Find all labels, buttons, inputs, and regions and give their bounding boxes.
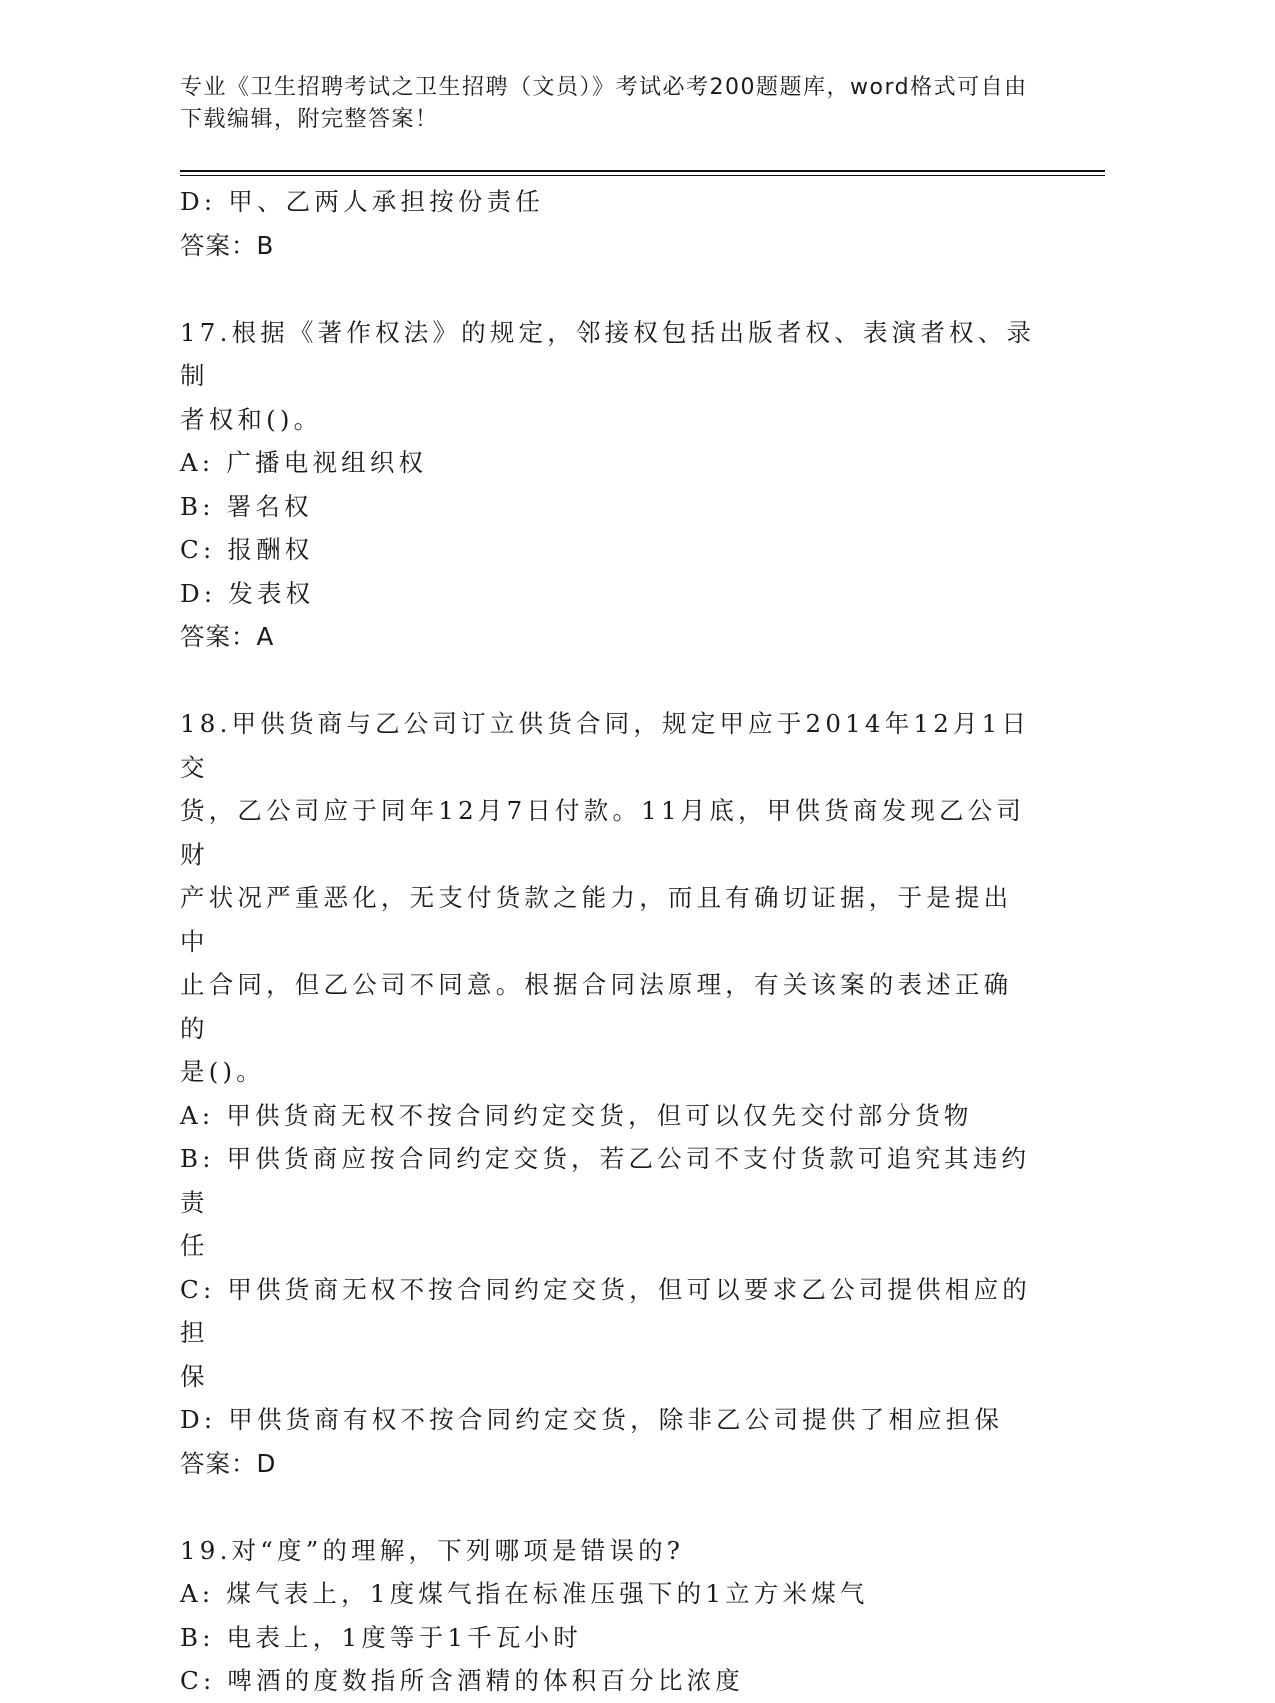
q19-option-a: A: 煤气表上，1度煤气指在标准压强下的1立方米煤气 [180, 1579, 869, 1608]
header-rule-thick [180, 170, 1105, 172]
page-header: 专业《卫生招聘考试之卫生招聘（文员）》考试必考200题题库，word格式可自由下载编辑，附完整答案！ [180, 75, 1028, 132]
q18-answer: 答案：D [180, 1448, 277, 1478]
spacer [180, 267, 1040, 311]
spacer [180, 1485, 1040, 1529]
prev-answer: 答案：B [180, 230, 275, 260]
q18-stem-line-5: 是()。 [180, 1057, 265, 1086]
q18-option-b-line-2: 任 [180, 1231, 209, 1260]
q18-stem-line-1: 18.甲供货商与乙公司订立供货合同，规定甲应于2014年12月1日交 [180, 709, 1031, 782]
q19-option-b: B: 电表上，1度等于1千瓦小时 [180, 1622, 582, 1652]
question-content [180, 180, 1040, 1703]
q18-option-b-line-1: B: 甲供货商应按合同约定交货，若乙公司不支付货款可追究其违约责 [180, 1144, 1031, 1217]
q18-option-a: A: 甲供货商无权不按合同约定交货，但可以仅先交付部分货物 [180, 1100, 973, 1130]
q18-stem-line-2: 货，乙公司应于同年12月7日付款。11月底，甲供货商发现乙公司财 [180, 796, 1026, 869]
q18-option-d: D: 甲供货商有权不按合同约定交货，除非乙公司提供了相应担保 [180, 1405, 1004, 1434]
q18-stem-line-3: 产状况严重恶化，无支付货款之能力，而且有确切证据，于是提出中 [180, 883, 1013, 956]
header-rule-thin [180, 175, 1105, 176]
q18-stem-line-4: 止合同，但乙公司不同意。根据合同法原理，有关该案的表述正确的 [180, 970, 1013, 1043]
q17-option-a: A: 广播电视组织权 [180, 448, 428, 477]
q18-option-c-line-2: 保 [180, 1361, 209, 1391]
q17-option-c: C: 报酬权 [180, 535, 314, 564]
spacer [180, 659, 1040, 703]
q17-stem-line-1: 17.根据《著作权法》的规定，邻接权包括出版者权、表演者权、录制 [180, 317, 1036, 390]
q17-answer: 答案：A [180, 622, 275, 651]
q17-option-b: B: 署名权 [180, 491, 313, 521]
q17-stem-line-2: 者权和()。 [180, 404, 323, 434]
q18-option-c-line-1: C: 甲供货商无权不按合同约定交货，但可以要求乙公司提供相应的担 [180, 1274, 1031, 1347]
q19-option-c: C: 啤酒的度数指所含酒精的体积百分比浓度 [180, 1666, 744, 1695]
q19-stem-line-1: 19.对“度”的理解，下列哪项是错误的? [180, 1535, 685, 1565]
prev-option-d: D: 甲、乙两人承担按份责任 [180, 187, 544, 216]
q17-option-d: D: 发表权 [180, 578, 315, 608]
